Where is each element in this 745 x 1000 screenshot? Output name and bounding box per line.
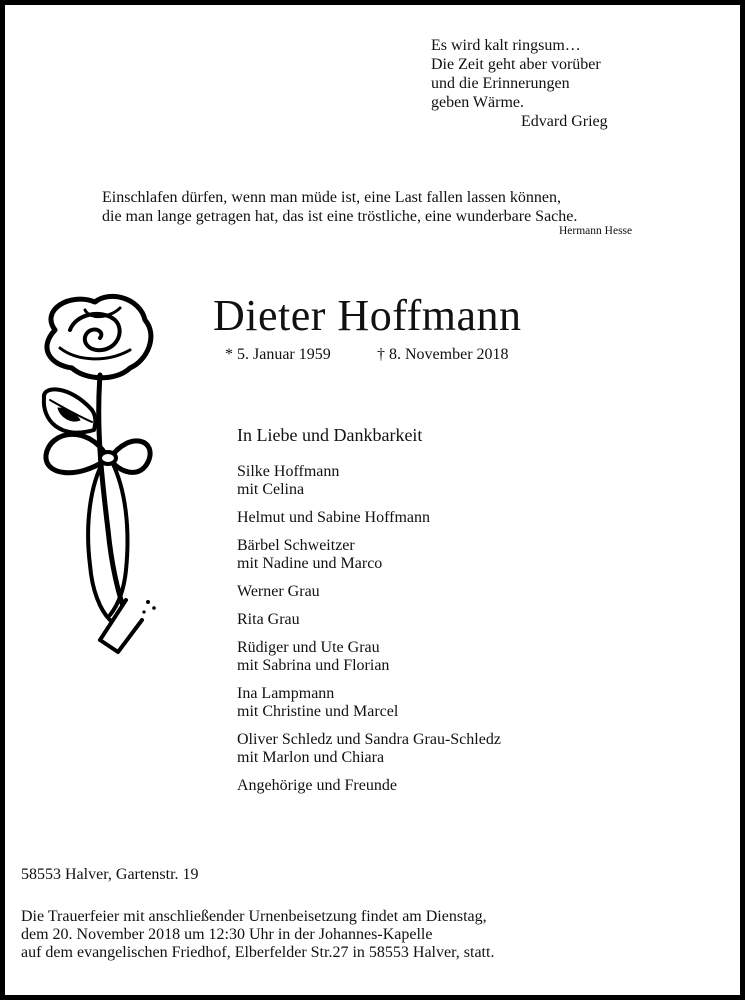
quote-grieg xyxy=(431,36,608,131)
deceased-name: Dieter Hoffmann xyxy=(213,291,522,340)
mourner-group xyxy=(237,611,501,629)
service-line: Die Trauerfeier mit anschließender Urnenbeisetzung findet am Dienstag, xyxy=(21,908,487,925)
mourner-group xyxy=(237,777,501,795)
mourner-group xyxy=(237,583,501,601)
service-line: dem 20. November 2018 um 12:30 Uhr in der Johannes-Kapelle xyxy=(21,926,433,943)
mourner-line: Angehörige und Freunde xyxy=(237,777,397,794)
quote-line: Es wird kalt ringsum… xyxy=(431,37,581,54)
address: 58553 Halver, Gartenstr. 19 xyxy=(21,866,199,883)
mourner-line: mit Marlon und Chiara xyxy=(237,749,385,766)
quote-line: und die Erinnerungen xyxy=(431,75,570,92)
mourner-line: mit Celina xyxy=(237,481,305,498)
mourner-line: Silke Hoffmann xyxy=(237,463,340,480)
mourner-group xyxy=(237,537,501,573)
mourner-line: Ina Lampmann xyxy=(237,685,335,702)
quote-line: geben Wärme. xyxy=(431,94,524,111)
mourners-list xyxy=(237,425,501,805)
mourner-group xyxy=(237,463,501,499)
mourner-line: Rüdiger und Ute Grau xyxy=(237,639,380,656)
quote-line: Die Zeit geht aber vorüber xyxy=(431,56,601,73)
mourner-line: mit Sabrina und Florian xyxy=(237,657,390,674)
service-line: auf dem evangelischen Friedhof, Elberfelder Str.27 in 58553 Halver, statt. xyxy=(21,944,495,961)
funeral-service-info xyxy=(21,908,494,962)
mourner-group xyxy=(237,639,501,675)
quote-hesse xyxy=(102,188,633,237)
rose-with-ribbon-icon xyxy=(30,290,160,662)
quote-author: Hermann Hesse xyxy=(559,225,633,237)
death-date: † 8. November 2018 xyxy=(377,346,509,363)
mourner-line: Helmut und Sabine Hoffmann xyxy=(237,509,431,526)
quote-author: Edvard Grieg xyxy=(521,113,608,130)
mourner-line: mit Nadine und Marco xyxy=(237,555,383,572)
mourner-group xyxy=(237,509,501,527)
mourner-line: mit Christine und Marcel xyxy=(237,703,399,720)
mourner-line: Oliver Schledz und Sandra Grau-Schledz xyxy=(237,731,501,748)
mourner-group xyxy=(237,731,501,767)
quote-line: Einschlafen dürfen, wenn man müde ist, eine Last fallen lassen können, xyxy=(102,189,561,206)
mourner-line: Rita Grau xyxy=(237,611,300,628)
mourners-heading: In Liebe und Dankbarkeit xyxy=(237,425,423,445)
mourner-line: Werner Grau xyxy=(237,583,320,600)
mourner-group xyxy=(237,685,501,721)
mourner-line: Bärbel Schweitzer xyxy=(237,537,355,554)
quote-line: die man lange getragen hat, das ist eine tröstliche, eine wunderbare Sache. xyxy=(102,208,578,225)
birth-date: * 5. Januar 1959 xyxy=(225,346,331,363)
